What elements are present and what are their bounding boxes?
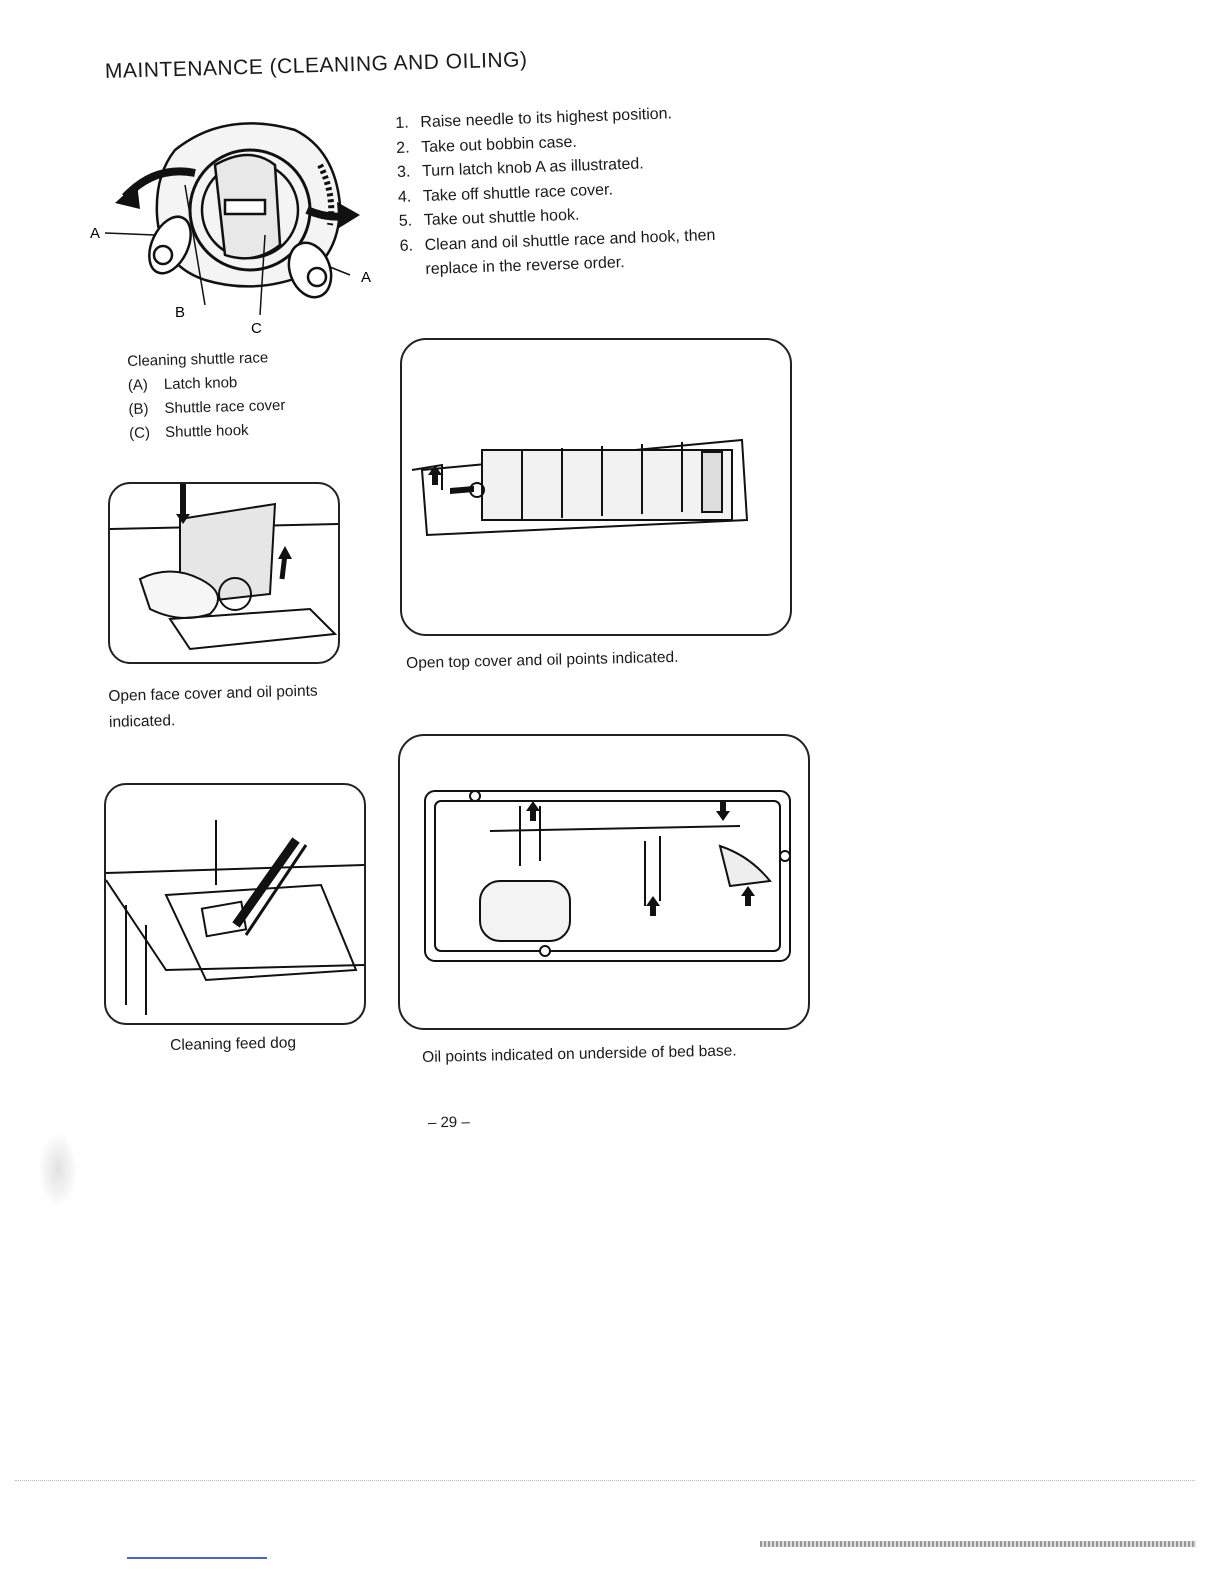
legend-item: (B) Shuttle race cover [128,396,286,418]
step-item: 5. Take out shuttle hook. [398,206,580,230]
feed-dog-figure [104,783,366,1025]
scan-smudge [40,1135,76,1205]
step-item: 3. Turn latch knob A as illustrated. [396,155,645,181]
underside-caption: Oil points indicated on underside of bed base. [422,1042,737,1066]
feed-dog-caption: Cleaning feed dog [170,1034,297,1054]
step-item: 1. Raise needle to its highest position. [395,105,673,132]
page-number: – 29 – [427,1113,470,1132]
blue-bar [127,1557,267,1559]
legend-item: (A) Latch knob [127,374,238,394]
step-item: 4. Take off shuttle race cover. [397,180,614,206]
shuttle-caption: Cleaning shuttle race [127,349,269,370]
face-cover-figure [108,482,340,664]
step-item: 6. Clean and oil shuttle race and hook, then replace in the reverse order. [399,226,716,279]
underside-figure [398,734,810,1030]
bottom-rule [15,1480,1195,1481]
shuttle-legend [127,346,286,446]
shuttle-race-illustration [85,105,385,345]
step-item: 2. Take out bobbin case. [395,133,578,157]
grey-bar [760,1541,1196,1547]
label-c: C [251,320,262,337]
instruction-steps [395,101,726,284]
label-a-right: A [361,269,372,286]
label-b: B [175,304,186,321]
label-a-left: A [90,225,101,242]
top-cover-caption: Open top cover and oil points indicated. [406,648,679,672]
page-title: MAINTENANCE (CLEANING AND OILING) [104,48,528,83]
top-cover-figure [400,338,792,636]
legend-item: (C) Shuttle hook [128,421,249,442]
face-cover-caption: Open face cover and oil points indicated. [108,682,318,731]
